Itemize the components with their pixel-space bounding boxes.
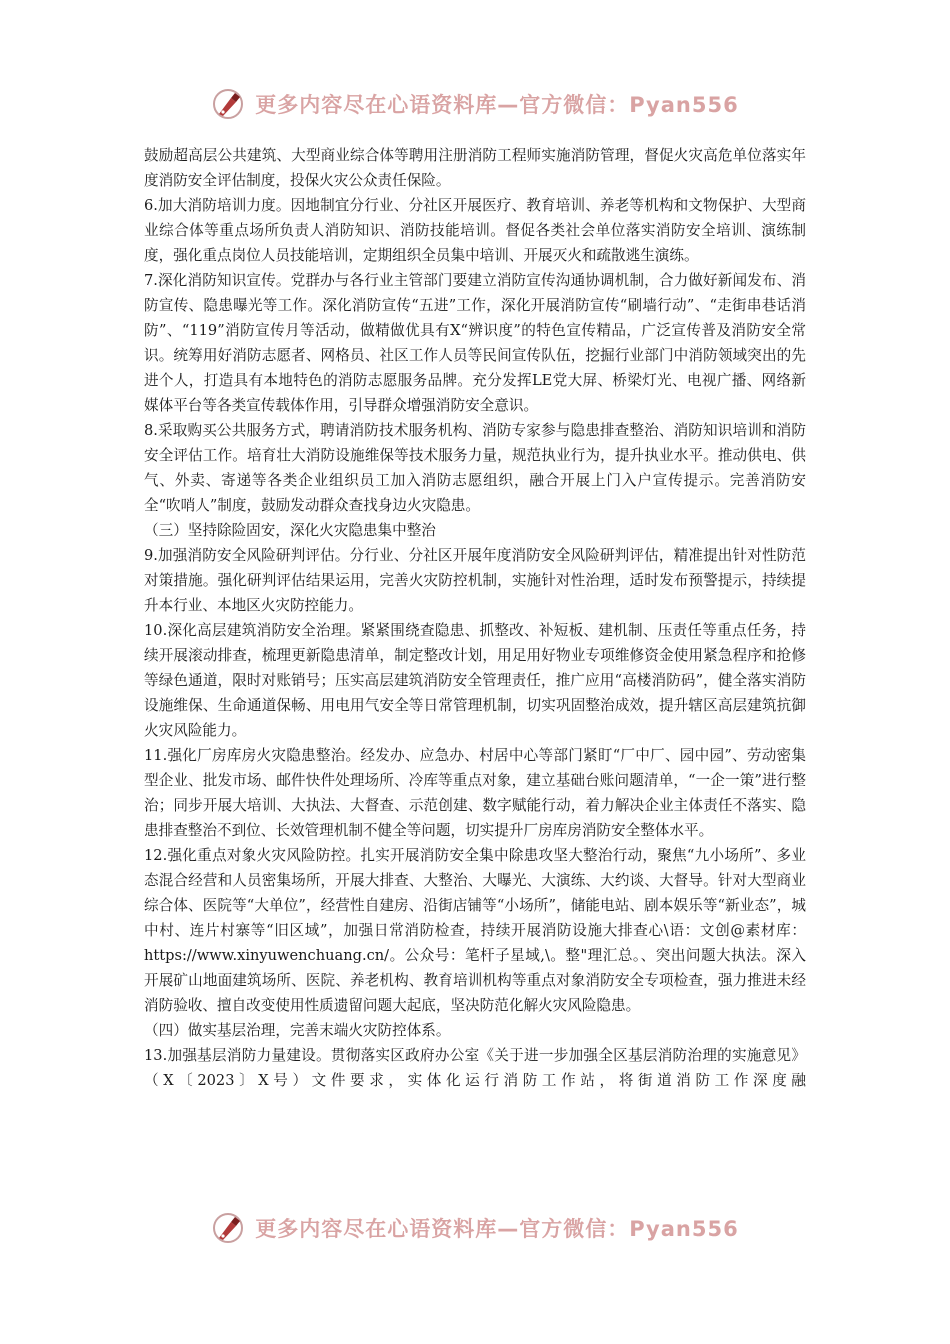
paragraph: 12.强化重点对象火灾风险防控。扎实开展消防安全集中除患攻坚大整治行动，聚焦“九小场所”、多业态混合经营和人员密集场所，开展大排查、大整治、大曝光、大演练、大约谈、大督导。针对大型商业综合体、医院等“大单位”，经营性自建房、沿街店铺等“小场所”，储能电站、剧本娱乐等“新业态”，城中村、连片村寨等“旧区域”，加强日常消防检查，持续开展消防设施大排查心\语：文创@素材库：https://www.xinyuwenchuang.cn/。公众号：笔杆子星域,\。整"理汇总。、突出问题大执法。深入开展矿山地面建筑场所、医院、养老机构、教育培训机构等重点对象消防安全专项检查，强力推进未经消防验收、擅自改变使用性质遗留问题大起底，坚决防范化解火灾风险隐患。 — [144, 847, 806, 1014]
paragraph: 9.加强消防安全风险研判评估。分行业、分社区开展年度消防安全风险研判评估，精准提出针对性防范对策措施。强化研判评估结果运用，完善火灾防控机制，实施针对性治理，适时发布预警提示，持续提升本行业、本地区火灾防控能力。 — [144, 547, 806, 614]
paragraph: 11.强化厂房库房火灾隐患整治。经发办、应急办、村居中心等部门紧盯“厂中厂、园中园”、劳动密集型企业、批发市场、邮件快件处理场所、冷库等重点对象，建立基础台账问题清单，“一企一策”进行整治；同步开展大培训、大执法、大督查、示范创建、数字赋能行动，着力解决企业主体责任不落实、隐患排查整治不到位、长效管理机制不健全等问题，切实提升厂房库房消防安全整体水平。 — [144, 747, 806, 839]
section-heading: （四）做实基层治理，完善末端火灾防控体系。 — [144, 1022, 451, 1039]
paragraph: 10.深化高层建筑消防安全治理。紧紧围绕查隐患、抓整改、补短板、建机制、压责任等重点任务，持续开展滚动排查，梳理更新隐患清单，制定整改计划，用足用好物业专项维修资金使用紧急程序和抢修等绿色通道，限时对账销号；压实高层建筑消防安全管理责任，推广应用“高楼消防码”，健全落实消防设施维保、生命通道保畅、用电用气安全等日常管理机制，切实巩固整治成效，提升辖区高层建筑抗御火灾风险能力。 — [144, 622, 806, 739]
paragraph: 6.加大消防培训力度。因地制宜分行业、分社区开展医疗、教育培训、养老等机构和文物保护、大型商业综合体等重点场所负责人消防知识、消防技能培训。督促各类社会单位落实消防安全培训、演练制度，强化重点岗位人员技能培训，定期组织全员集中培训、开展灭火和疏散逃生演练。 — [144, 197, 806, 264]
paragraph: 7.深化消防知识宣传。党群办与各行业主管部门要建立消防宣传沟通协调机制，合力做好新闻发布、消防宣传、隐患曝光等工作。深化消防宣传“五进”工作，深化开展消防宣传“刷墙行动”、“走街串巷话消防”、“119”消防宣传月等活动，做精做优具有X“辨识度”的特色宣传精品，广泛宣传普及消防安全常识。统筹用好消防志愿者、网格员、社区工作人员等民间宣传队伍，挖掘行业部门中消防领域突出的先进个人，打造具有本地特色的消防志愿服务品牌。充分发挥LE党大屏、桥梁灯光、电视广播、网络新媒体平台等各类宣传载体作用，引导群众增强消防安全意识。 — [144, 272, 806, 414]
pen-nib-circle-icon — [211, 87, 245, 121]
watermark-text: 更多内容尽在心语资料库—官方微信：Pyan556 — [255, 1217, 739, 1241]
footer-watermark-banner — [0, 1208, 950, 1248]
watermark-text: 更多内容尽在心语资料库—官方微信：Pyan556 — [255, 93, 739, 117]
pen-nib-circle-icon — [211, 1211, 245, 1245]
section-heading: （三）坚持除险固安，深化火灾隐患集中整治 — [144, 522, 436, 539]
paragraph: 鼓励超高层公共建筑、大型商业综合体等聘用注册消防工程师实施消防管理，督促火灾高危单位落实年度消防安全评估制度，投保火灾公众责任保险。 — [144, 147, 806, 189]
header-watermark-banner — [0, 84, 950, 124]
paragraph: 13.加强基层消防力量建设。贯彻落实区政府办公室《关于进一步加强全区基层消防治理的实施意见》（X〔2023〕X号）文件要求，实体化运行消防工作站，将街道消防工作深度融 — [144, 1047, 806, 1089]
paragraph: 8.采取购买公共服务方式，聘请消防技术服务机构、消防专家参与隐患排查整治、消防知识培训和消防安全评估工作。培育壮大消防设施维保等技术服务力量，规范执业行为，提升执业水平。推动供电、供气、外卖、寄递等各类企业组织员工加入消防志愿组织，融合开展上门入户宣传提示。完善消防安全“吹哨人”制度，鼓励发动群众查找身边火灾隐患。 — [144, 422, 806, 514]
document-body — [144, 143, 806, 1093]
